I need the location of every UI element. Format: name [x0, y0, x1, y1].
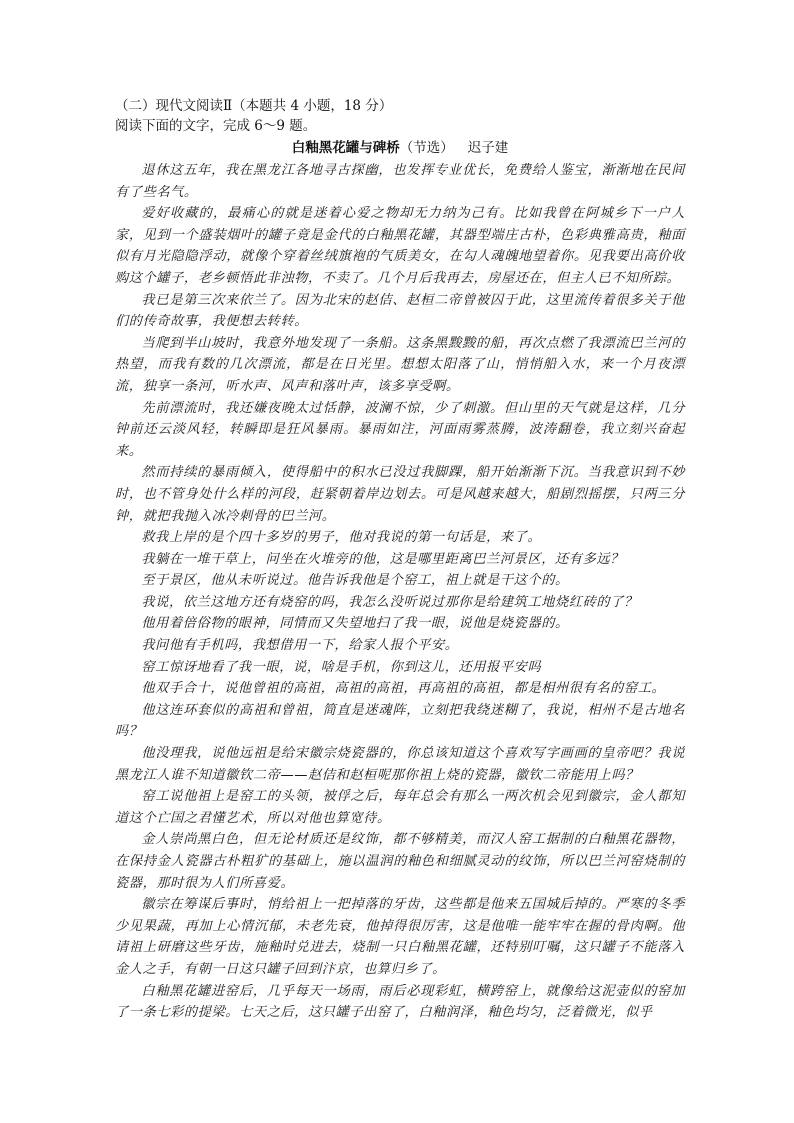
paragraph: 窑工惊讶地看了我一眼，说，啥是手机，你到这儿，还用报平安吗 — [141, 659, 542, 675]
paragraph: 金人崇尚黑白色，但无论材质还是纹饰，都不够精美，而汉人窑工据制的白釉黑花器物，在保持金人瓷器古朴粗犷的基础上，施以温润的釉色和细腻灵动的纹饰，所以巴兰河窑烧制的瓷器，那时很为人们所喜爱。 — [115, 832, 685, 891]
paragraph: 他双手合十，说他曾祖的高祖，高祖的高祖，再高祖的高祖，都是相州很有名的窑工。 — [141, 681, 666, 697]
article-subtitle: （节选） — [399, 140, 454, 156]
paragraph: 退休这五年，我在黑龙江各地寻古探幽，也发挥专业优长，免费给人鉴宝，渐渐地在民间有了些名气。 — [115, 163, 685, 200]
section-heading: （二）现代文阅读Ⅱ（本题共 4 小题，18 分） — [115, 98, 393, 114]
paragraph: 他这连环套似的高祖和曾祖，简直是迷魂阵，立刻把我绕迷糊了，我说，相州不是古地名吗？ — [115, 702, 685, 740]
paragraph: 白釉黑花罐进窑后，几乎每天一场雨，雨后必现彩虹，横跨窑上，就像给这泥壶似的窑加了一条七彩的提梁。七天之后，这只罐子出窑了，白釉润泽，釉色均匀，泛着微光，似乎 — [115, 983, 685, 1021]
paragraph: 救我上岸的是个四十多岁的男子，他对我说的第一句话是，来了。 — [141, 530, 542, 546]
reading-instruction: 阅读下面的文字，完成 6～9 题。 — [115, 118, 317, 134]
paragraph: 徽宗在筹谋后事时，悄给祖上一把掉落的牙齿，这些都是他来五国城后掉的。严寒的冬季少见果蔬，再加上心情沉郁，未老先衰，他掉得很厉害，这是他唯一能牢牢在握的骨肉啊。他请祖上研磨这些牙齿，施釉时兑进去，烧制一只白釉黑花罐，还特别叮嘱，这只罐子不能落入金人之手，有朝一日这只罐子回到汴京，也算归乡了。 — [115, 897, 685, 977]
article-title-row — [115, 138, 685, 158]
paragraph: 我说，依兰这地方还有烧窑的吗，我怎么没听说过那你是给建筑工地烧红砖的了？ — [141, 594, 638, 610]
paragraph: 先前漂流时，我还嫌夜晚太过恬静，波澜不惊，少了刺激。但山里的天气就是这样，几分钟前还云淡风轻，转瞬即是狂风暴雨。暴雨如注，河面雨雾蒸腾，波涛翻卷，我立刻兴奋起来。 — [115, 400, 685, 459]
article-body — [115, 160, 685, 1024]
paragraph: 我已是第三次来依兰了。因为北宋的赵佶、赵桓二帝曾被囚于此，这里流传着很多关于他们的传奇故事，我便想去转转。 — [115, 292, 685, 330]
paragraph: 当爬到半山坡时，我意外地发现了一条船。这条黑黢黢的船，再次点燃了我漂流巴兰河的热望，而我有数的几次漂流，都是在日光里。想想太阳落了山，悄悄船入水，来一个月夜漂流，独享一条河，听水声、风声和落叶声，该多享受啊。 — [115, 335, 685, 394]
article-title: 白釉黑花罐与碑桥 — [291, 140, 400, 156]
paragraph: 我躺在一堆干草上，问坐在火堆旁的他，这是哪里距离巴兰河景区，还有多远？ — [141, 551, 624, 567]
paragraph: 我问他有手机吗，我想借用一下，给家人报个平安。 — [141, 638, 459, 654]
paragraph: 然而持续的暴雨倾入，使得船中的积水已没过我脚踝，船开始渐渐下沉。当我意识到不妙时，也不管身处什么样的河段，赶紧朝着岸边划去。可是风越来越大，船剧烈摇摆，只两三分钟，就把我抛入冰冷刺骨的巴兰河。 — [115, 465, 685, 524]
paragraph: 他没理我，说他远祖是给宋徽宗烧瓷器的，你总该知道这个喜欢写字画画的皇帝吧？我说黑龙江人谁不知道徽钦二帝——赵佶和赵桓呢那你祖上烧的瓷器，徽钦二帝能用上吗？ — [115, 746, 685, 783]
article-author: 迟子建 — [467, 140, 509, 156]
paragraph: 至于景区，他从未听说过。他告诉我他是个窑工，祖上就是干这个的。 — [141, 573, 569, 589]
paragraph: 爱好收藏的，最痛心的就是迷着心爱之物却无力纳为己有。比如我曾在阿城乡下一户人家，见到一个盛装烟叶的罐子竟是金代的白釉黑花罐，其器型端庄古朴，色彩典雅高贵，釉面似有月光隐隐浮动，就像个穿着丝绒旗袍的气质美女，在勾人魂魄地望着你。见我要出高价收购这个罐子，老乡顿悟此非浊物，不卖了。几个月后我再去，房屋还在，但主人已不知所踪。 — [115, 206, 685, 286]
paragraph: 他用着倍俗物的眼神，同情而又失望地扫了我一眼，说他是烧瓷器的。 — [141, 616, 569, 632]
paragraph: 窑工说他祖上是窑工的头领，被俘之后，每年总会有那么一两次机会见到徽宗，金人都知道这个亡国之君懂艺术，所以对他也算宽待。 — [115, 789, 685, 826]
document-page — [115, 96, 685, 1024]
